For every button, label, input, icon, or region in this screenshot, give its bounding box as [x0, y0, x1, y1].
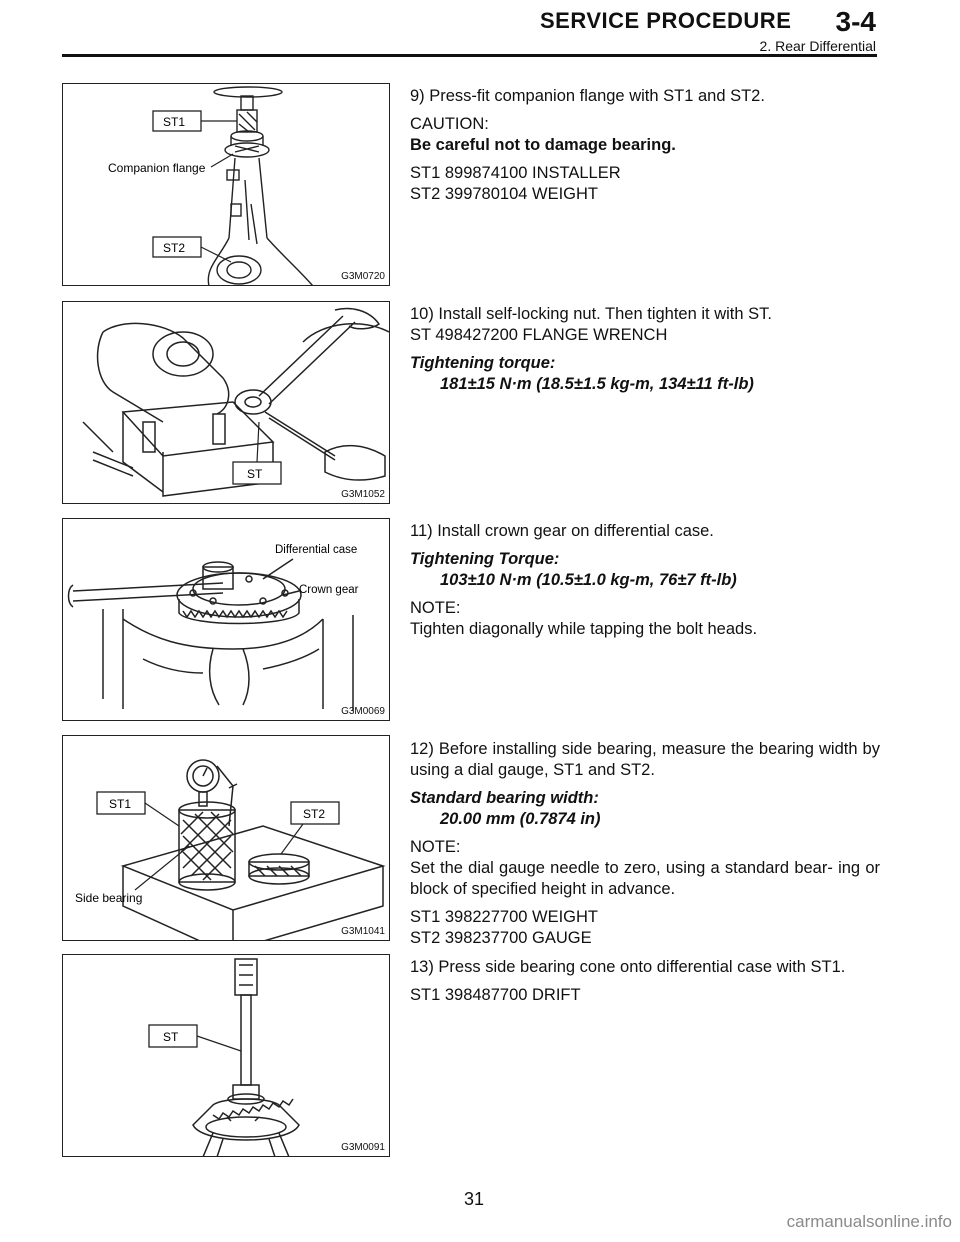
tool-line: ST2 398237700 GAUGE: [410, 929, 592, 947]
figure-label: ST1: [109, 797, 132, 811]
step-11: [410, 521, 880, 647]
section-number: 3-4: [835, 6, 876, 37]
step-heading: 9) Press-fit companion flange with ST1 and ST2.: [410, 87, 765, 105]
figure-illustration: [63, 519, 390, 721]
note-label: NOTE:: [410, 838, 461, 856]
step-9: [410, 86, 880, 205]
figure-crown-gear: [62, 518, 390, 721]
spec-label: Tightening torque:: [410, 354, 556, 372]
page-header-title: SERVICE PROCEDURE: [540, 8, 792, 33]
tool-line: ST1 398487700 DRIFT: [410, 986, 581, 1004]
spec-label: Standard bearing width:: [410, 789, 599, 807]
header-divider: [62, 54, 877, 57]
spec-label: Tightening Torque:: [410, 550, 560, 568]
step-heading: 10) Install self-locking nut. Then tighten it with ST.: [410, 305, 772, 323]
figure-label: Companion flange: [108, 161, 206, 175]
figure-label: Differential case: [275, 544, 358, 556]
figure-code: G3M1052: [341, 489, 385, 500]
figure-illustration: [63, 302, 390, 504]
spec-value: 103±10 N·m (10.5±1.0 kg-m, 76±7 ft-lb): [440, 571, 737, 589]
figure-side-bearing: [62, 735, 390, 941]
figure-label: ST2: [163, 241, 186, 255]
tool-line: ST1 899874100 INSTALLER: [410, 164, 621, 182]
figure-label: ST1: [163, 115, 186, 129]
step-heading: 11) Install crown gear on differential case.: [410, 522, 714, 540]
spec-value: 20.00 mm (0.7874 in): [440, 810, 601, 828]
figure-code: G3M0091: [341, 1142, 385, 1153]
page-number: 31: [464, 1189, 485, 1209]
tool-line: ST2 399780104 WEIGHT: [410, 185, 599, 203]
step-heading: 12) Before installing side bearing, measure the bearing width by using a dial gauge, ST1 and ST2.: [410, 740, 880, 779]
figure-flange-wrench: [62, 301, 390, 504]
figure-code: G3M0069: [341, 706, 385, 717]
figure-illustration: [63, 736, 390, 941]
figure-code: G3M1041: [341, 926, 385, 937]
figure-companion-flange: [62, 83, 390, 286]
tool-line: ST1 398227700 WEIGHT: [410, 908, 599, 926]
note-text: Tighten diagonally while tapping the bolt heads.: [410, 620, 758, 638]
section-subtitle: 2. Rear Differential: [759, 38, 876, 54]
figure-label: Crown gear: [299, 584, 359, 596]
step-13: [410, 957, 880, 1006]
figure-illustration: [63, 84, 390, 286]
step-10: [410, 304, 880, 402]
caution-text: Be careful not to damage bearing.: [410, 136, 676, 154]
spec-value: 181±15 N·m (18.5±1.5 kg-m, 134±11 ft-lb): [440, 375, 754, 393]
figure-illustration: [63, 955, 390, 1157]
note-text: Set the dial gauge needle to zero, using a standard bear- ing or block of specified height in advance.: [410, 859, 880, 898]
figure-side-bearing-drift: [62, 954, 390, 1157]
step-12: [410, 739, 880, 949]
step-heading: 13) Press side bearing cone onto differential case with ST1.: [410, 958, 846, 976]
figure-label: ST2: [303, 807, 326, 821]
tool-line: ST 498427200 FLANGE WRENCH: [410, 326, 668, 344]
watermark: carmanualsonline.info: [786, 1212, 952, 1231]
note-label: NOTE:: [410, 599, 461, 617]
figure-code: G3M0720: [341, 271, 385, 282]
figure-label: ST: [163, 1030, 179, 1044]
figure-label: Side bearing: [75, 891, 143, 905]
caution-label: CAUTION:: [410, 115, 489, 133]
figure-label: ST: [247, 467, 263, 481]
